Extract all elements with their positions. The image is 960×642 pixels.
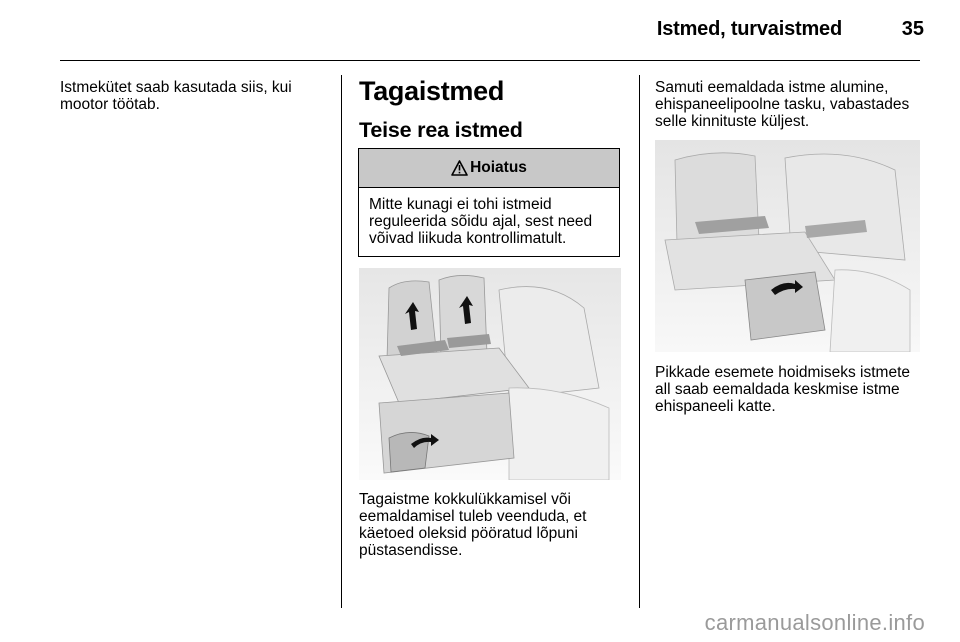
- seat-heating-note: Istmekütet saab kasutada siis, kui mootor töötab.: [60, 79, 292, 113]
- section-heading: Tagaistmed: [359, 76, 505, 106]
- sill-cover-caption: Pikkade esemete hoidmiseks istmete all saab eemaldada keskmise istme ehispaneeli katte.: [655, 364, 911, 415]
- pocket-removal-text: Samuti eemaldada istme alumine, ehispaneelipoolne tasku, vabastades selle kinnituste küljest.: [655, 79, 910, 130]
- column-divider-2: [639, 75, 640, 608]
- seat-sill-pocket-illustration: [655, 140, 920, 352]
- rear-seat-armrest-illustration: [359, 268, 621, 480]
- warning-text: Mitte kunagi ei tohi istmeid reguleerida sõidu ajal, sest need võivad liikuda kontrollimatult.: [369, 196, 593, 247]
- column-divider-1: [341, 75, 342, 608]
- page-section-title: Istmed, turvaistmed: [656, 18, 842, 40]
- warning-box: [358, 148, 620, 257]
- section-subheading: Teise rea istmed: [359, 118, 523, 142]
- watermark-text[interactable]: carmanualsonline.info: [704, 610, 925, 635]
- warning-title: Hoiatus: [470, 159, 527, 176]
- warning-triangle-icon: [451, 160, 468, 176]
- armrest-caption: Tagaistme kokkulükkamisel või eemaldamisel tuleb veenduda, et käetoed oleksid pööratud lõpuni püstasendisse.: [359, 491, 587, 559]
- header-rule: [60, 60, 920, 61]
- page-number: 35: [901, 18, 924, 40]
- warning-header: [359, 149, 619, 188]
